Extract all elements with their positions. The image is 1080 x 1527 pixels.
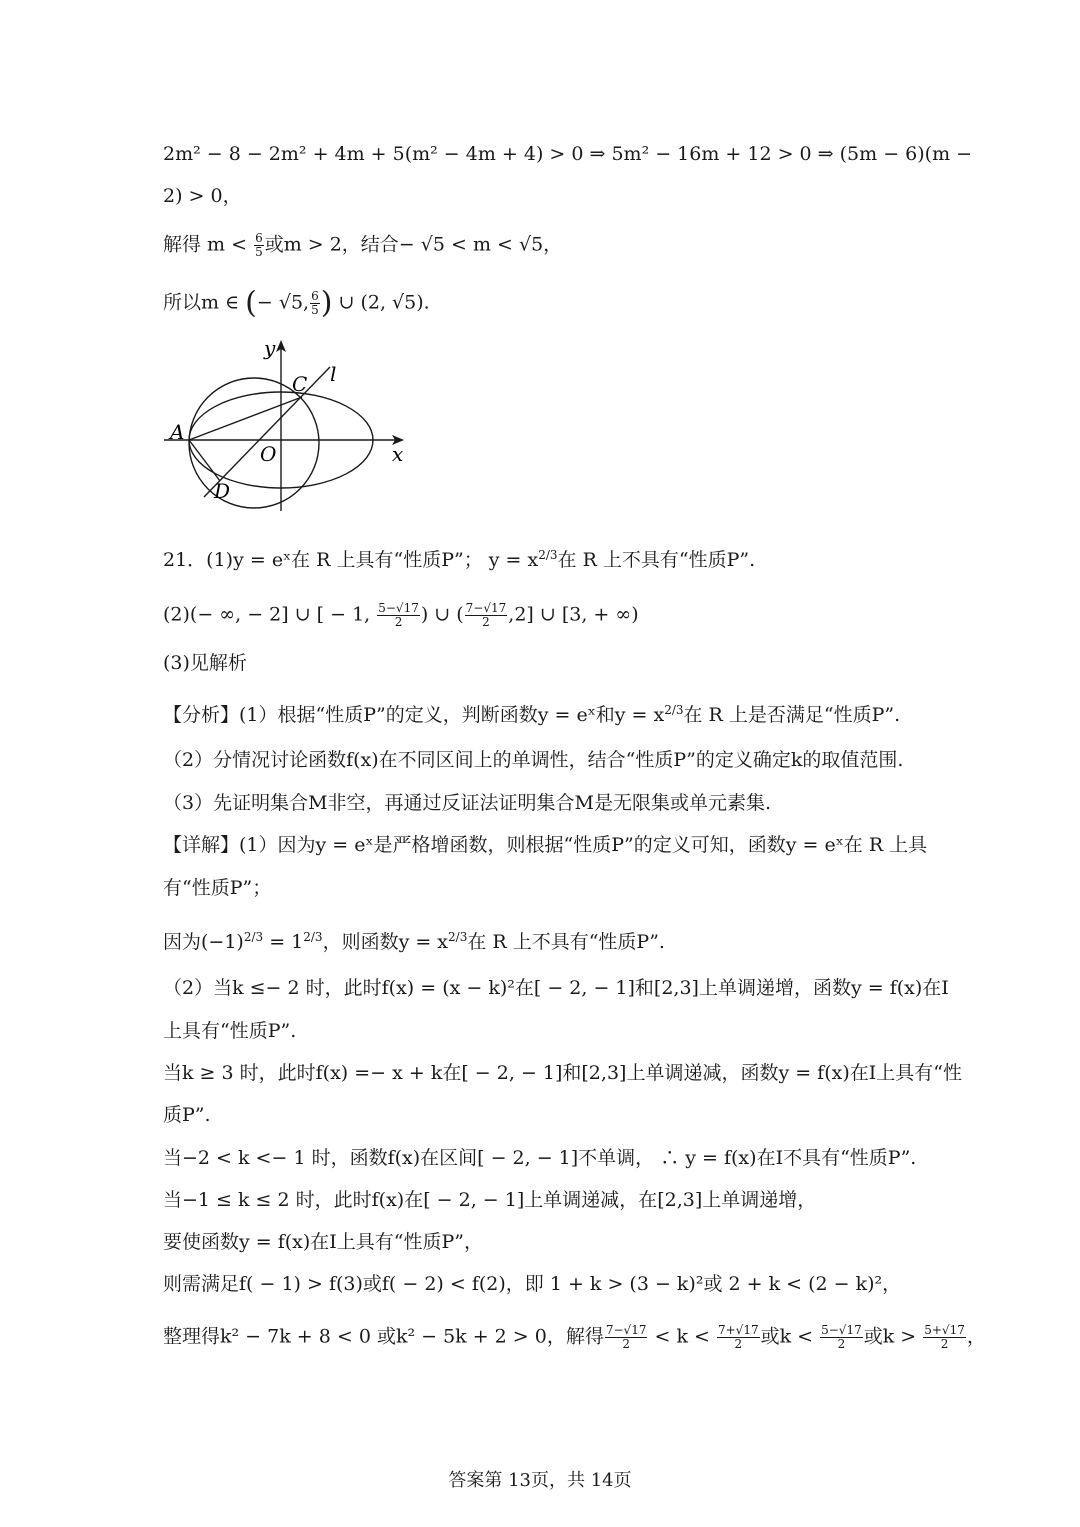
text: 或k < xyxy=(760,1325,820,1348)
text: − √5, xyxy=(256,291,310,314)
q21-answer-3: (3)见解析 xyxy=(163,652,247,674)
fraction xyxy=(605,1324,648,1351)
text: 或m > 2，结合− √5 < m < √5， xyxy=(264,233,563,256)
text: (2)(− ∞, − 2] ∪ [ − 1, xyxy=(163,603,377,626)
exponent: 2/3 xyxy=(243,930,264,944)
detail-1: 【详解】(1）因为y = eˣ是严格增函数，则根据“性质P”的定义可知，函数y = eˣ在 R 上具 xyxy=(163,834,928,856)
frac-num: 7+√17 xyxy=(717,1323,759,1337)
text: 21．(1)y = eˣ在 R 上具有“性质P”； y = x xyxy=(163,549,539,571)
detail-8: 当−2 < k <− 1 时，函数f(x)在区间[ − 2, − 1]不单调， ∴ y = f(x)在I不具有“性质P”. xyxy=(163,1147,917,1169)
analysis-1 xyxy=(163,703,900,727)
text: 在 R 上不具有“性质P”. xyxy=(557,549,756,571)
text: 解得 m < xyxy=(163,233,254,256)
paren: ) xyxy=(320,285,333,321)
frac-den: 2 xyxy=(940,1337,949,1351)
paren: ( xyxy=(245,285,257,321)
text: 【分析】(1）根据“性质P”的定义，判断函数y = eˣ和y = x xyxy=(163,704,665,726)
text: 或k > xyxy=(863,1325,923,1348)
label-l: l xyxy=(330,362,337,386)
fraction xyxy=(377,602,420,629)
exponent: 2/3 xyxy=(538,548,558,562)
text: < k < xyxy=(648,1325,716,1348)
detail-5: 上具有“性质P”. xyxy=(163,1020,297,1042)
chord-AD xyxy=(189,440,220,481)
equation-line-2: 2) > 0， xyxy=(163,185,242,207)
label-x: x xyxy=(392,442,404,466)
label-O: O xyxy=(260,442,277,466)
frac-den: 2 xyxy=(482,615,490,629)
fraction xyxy=(717,1324,760,1351)
page-footer: 答案第 13页，共 14页 xyxy=(448,1470,632,1491)
frac-num: 6 xyxy=(311,289,319,303)
fraction xyxy=(310,290,320,317)
label-C: C xyxy=(292,372,308,396)
frac-den: 2 xyxy=(394,615,403,629)
solution-line xyxy=(163,232,562,259)
exponent: 2/3 xyxy=(448,930,468,944)
text: ∪ (2, √5). xyxy=(332,291,430,314)
text: 在 R 上是否满足“性质P”. xyxy=(683,704,901,726)
detail-4: （2）当k ≤− 2 时，此时f(x) = (x − k)²在[ − 2, − 1]和[2,3]上单调递增，函数y = f(x)在I xyxy=(163,977,949,999)
text: = 1 xyxy=(263,931,304,953)
frac-den: 2 xyxy=(622,1337,630,1351)
q21-answer-1 xyxy=(163,548,755,572)
label-y: y xyxy=(264,336,276,360)
text: ,2] ∪ [3, + ∞) xyxy=(508,603,639,626)
text: 整理得k² − 7k + 8 < 0 或k² − 5k + 2 > 0，解得 xyxy=(163,1325,604,1348)
frac-den: 2 xyxy=(837,1337,846,1351)
fraction xyxy=(465,602,508,629)
analysis-2: （2）分情况讨论函数f(x)在不同区间上的单调性，结合“性质P”的定义确定k的取值范围. xyxy=(163,749,904,771)
label-D: D xyxy=(214,479,231,503)
frac-den: 5 xyxy=(255,245,263,259)
frac-num: 5−√17 xyxy=(378,601,419,615)
detail-2: 有“性质P”； xyxy=(163,877,272,899)
text: ， xyxy=(966,1325,986,1348)
detail-6: 当k ≥ 3 时，此时f(x) =− x + k在[ − 2, − 1]和[2,3]上单调递减，函数y = f(x)在I上具有“性 xyxy=(163,1062,962,1084)
text: 所以m ∈ xyxy=(163,291,246,314)
fraction xyxy=(820,1324,863,1351)
label-A: A xyxy=(170,420,185,444)
frac-num: 5−√17 xyxy=(821,1323,862,1337)
range-line xyxy=(163,285,430,321)
text: 在 R 上不具有“性质P”. xyxy=(467,931,665,953)
text: 因为(−1) xyxy=(163,931,244,953)
frac-den: 5 xyxy=(311,303,319,317)
fraction xyxy=(254,232,264,259)
analysis-3: （3）先证明集合M非空，再通过反证法证明集合M是无限集或单元素集. xyxy=(163,792,772,814)
equation-line-1: 2m² − 8 − 2m² + 4m + 5(m² − 4m + 4) > 0 ⇒ 5m² − 16m + 12 > 0 ⇒ (5m − 6)(m − xyxy=(163,143,973,165)
frac-den: 2 xyxy=(734,1337,743,1351)
detail-9: 当−1 ≤ k ≤ 2 时，此时f(x)在[ − 2, − 1]上单调递减，在[2,3]上单调递增， xyxy=(163,1189,817,1211)
detail-12 xyxy=(163,1324,986,1351)
frac-num: 6 xyxy=(255,231,263,245)
detail-11: 则需满足f( − 1) > f(3)或f( − 2) < f(2)，即 1 + k > (3 − k)²或 2 + k < (2 − k)²， xyxy=(163,1273,902,1295)
chord-AC xyxy=(189,397,302,440)
fraction xyxy=(923,1324,966,1351)
frac-num: 7−√17 xyxy=(605,1323,647,1337)
detail-3 xyxy=(163,930,665,954)
frac-num: 7−√17 xyxy=(465,601,507,615)
detail-10: 要使函数y = f(x)在I上具有“性质P”， xyxy=(163,1231,484,1253)
frac-num: 5+√17 xyxy=(924,1323,965,1337)
detail-7: 质P”. xyxy=(163,1104,211,1126)
q21-answer-2 xyxy=(163,602,639,629)
text: ) ∪ ( xyxy=(420,603,464,626)
text: ，则函数y = x xyxy=(322,931,449,953)
ellipse-circle-figure xyxy=(160,335,410,520)
exponent: 2/3 xyxy=(303,930,323,944)
exponent: 2/3 xyxy=(664,703,684,717)
